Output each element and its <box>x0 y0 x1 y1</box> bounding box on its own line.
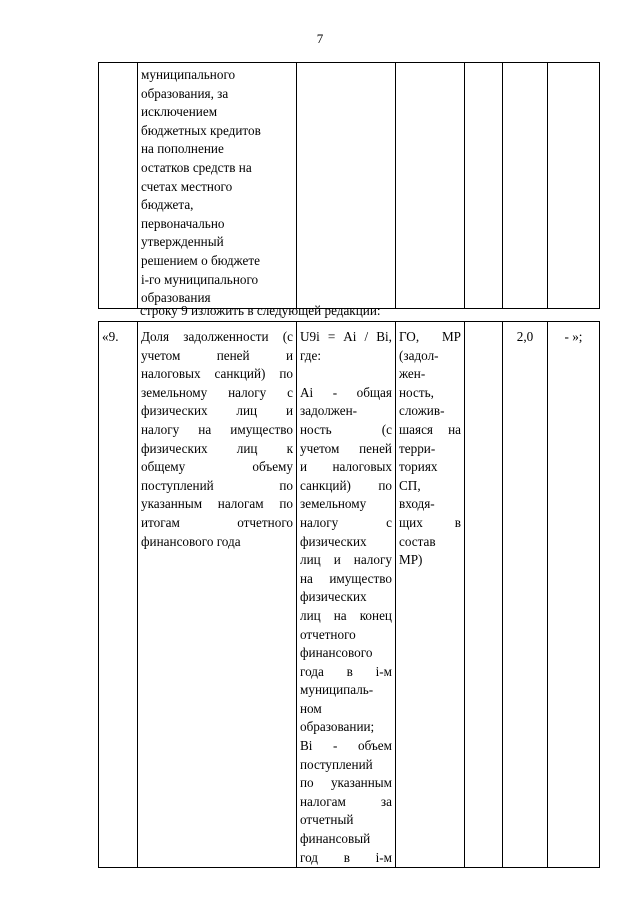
text-line: года в i-м <box>300 663 392 679</box>
text-line: на имущество <box>300 570 392 586</box>
cell-number <box>99 63 138 309</box>
text-line: финансовый <box>300 831 371 847</box>
previous-row-table <box>98 62 600 309</box>
cell-row-number <box>99 322 138 868</box>
text-line: образования <box>141 290 211 306</box>
text-line: по указанным <box>300 775 392 791</box>
text-line: лиц на конец <box>300 607 392 623</box>
row-9-table <box>98 321 600 868</box>
target-value: 2,0 <box>516 329 534 344</box>
text-line: финансового года <box>141 533 241 549</box>
text-line: ГО, МР <box>399 329 461 344</box>
text-line: U9i = Ai / Bi, <box>300 329 392 344</box>
text-line: и налоговых <box>300 459 392 475</box>
text-line <box>300 365 392 384</box>
cell-col5 <box>465 63 503 309</box>
row-number: «9. <box>102 329 119 344</box>
text-line: ториях <box>399 459 438 475</box>
text-line: лиц и налогу <box>300 552 392 568</box>
cell-note <box>548 322 600 868</box>
text-line: муниципаль- <box>300 682 374 698</box>
text-line: ность (с <box>300 421 392 437</box>
text-line: отчетный <box>300 812 354 828</box>
text-line: состав <box>399 533 436 549</box>
text-line: терри- <box>399 440 436 456</box>
text-line: первоначально <box>141 215 225 231</box>
text-line: указанным налогам по <box>141 496 293 512</box>
text-line: сложив- <box>399 403 445 419</box>
text-line: санкций) по <box>300 477 392 493</box>
cell-formula <box>297 63 396 309</box>
text-line: поступлений <box>300 756 373 772</box>
text-line: физических <box>300 533 367 549</box>
text-line: учетом пеней и <box>141 347 293 363</box>
text-line: шаяся на <box>399 421 461 437</box>
text-line: на пополнение <box>141 141 224 157</box>
text-line: финансового <box>300 645 373 661</box>
text-line: итогам отчетного <box>141 514 293 530</box>
cell-value <box>503 322 548 868</box>
text-line: год в i-м <box>300 849 392 865</box>
text-line: решением о бюджете <box>141 252 260 268</box>
text-line: земельному <box>300 496 367 512</box>
instruction-text: строку 9 изложить в следующей редакции: <box>140 303 381 318</box>
cell-col5 <box>465 322 503 868</box>
level-text <box>399 328 461 570</box>
cell-formula <box>297 322 396 868</box>
description-text <box>141 66 293 308</box>
text-line: физических лиц к <box>141 440 293 456</box>
text-line: Bi - объем <box>300 738 392 754</box>
text-line: остатков средств на <box>141 159 252 175</box>
text-line: ном <box>300 700 322 716</box>
text-line: (задол- <box>399 347 439 363</box>
cell-level <box>396 322 465 868</box>
text-line: налогу с <box>300 514 392 530</box>
text-line: отчетного <box>300 626 356 642</box>
page-number: 7 <box>316 31 324 46</box>
closing-mark: - »; <box>564 329 583 344</box>
text-line: общему объему <box>141 459 293 475</box>
text-line: щих в <box>399 514 461 530</box>
table-row <box>99 322 600 868</box>
text-line: физических <box>300 589 367 605</box>
text-line: счетах местного <box>141 178 233 194</box>
text-line: налоговых санкций) по <box>141 366 293 382</box>
text-line: бюджета, <box>141 197 194 213</box>
text-line: МР) <box>399 552 423 568</box>
text-line: образования, за <box>141 85 229 101</box>
text-line: учетом пеней <box>300 440 392 456</box>
table-row <box>99 63 600 309</box>
text-line: i-го муниципального <box>141 271 259 287</box>
text-line: муниципального <box>141 67 236 82</box>
text-line: СП, <box>399 477 421 493</box>
text-line: ность, <box>399 384 434 400</box>
text-line: Ai - общая <box>300 384 392 400</box>
text-line: утвержденный <box>141 234 224 250</box>
text-line: поступлений по <box>141 477 293 493</box>
cell-value <box>503 63 548 309</box>
text-line: налогам за <box>300 793 392 809</box>
cell-level <box>396 63 465 309</box>
text-line: физических лиц и <box>141 403 293 419</box>
cell-indicator <box>138 322 297 868</box>
text-line: исключением <box>141 104 218 120</box>
text-line: входя- <box>399 496 435 512</box>
text-line: образовании; <box>300 719 375 735</box>
text-line: где: <box>300 347 321 363</box>
indicator-text <box>141 328 293 551</box>
text-line: Доля задолженности (с <box>141 329 293 344</box>
cell-description <box>138 63 297 309</box>
text-line: земельному налогу с <box>141 384 293 400</box>
cell-note <box>548 63 600 309</box>
formula-text <box>300 328 392 867</box>
text-line: налогу на имущество <box>141 421 293 437</box>
text-line: задолжен- <box>300 403 358 419</box>
text-line: жен- <box>399 366 426 382</box>
text-line: бюджетных кредитов <box>141 122 261 138</box>
